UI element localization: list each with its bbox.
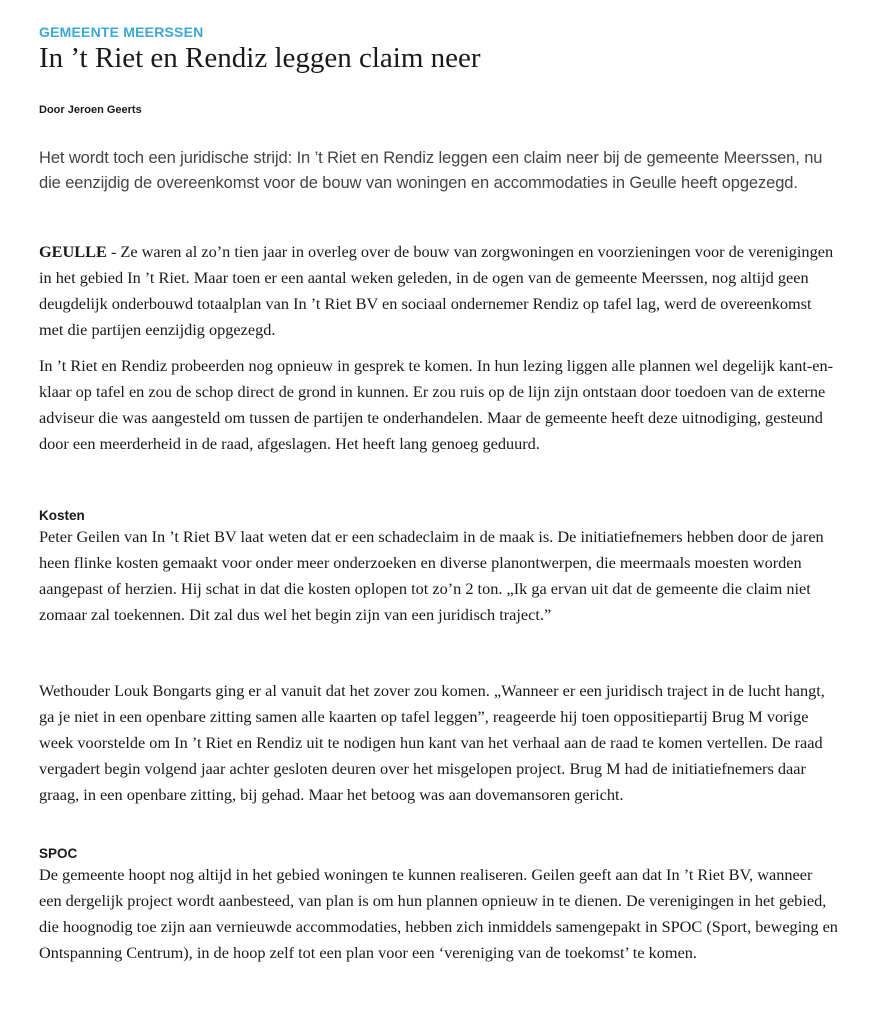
subheading-spoc: SPOC: [39, 846, 78, 861]
section-kicker: GEMEENTE MEERSSEN: [39, 24, 204, 40]
body-paragraph: [39, 239, 839, 343]
body-paragraph: Peter Geilen van In ’t Riet BV laat weten dat er een schadeclaim in de maak is. De initiatiefnemers hebben door de jaren heen flinke kosten gemaakt voor onder meer onderzoeken en diverse planontwerpen, die meermaals moesten worden aangepast of herzien. Hij schat in dat die kosten oplopen tot zo’n 2 ton. „Ik ga ervan uit dat de gemeente die claim niet zomaar zal toekennen. Dit zal dus wel het begin zijn van een juridisch traject.”: [39, 527, 824, 624]
body-paragraph: Wethouder Louk Bongarts ging er al vanuit dat het zover zou komen. „Wanneer er een juridisch traject in de lucht hangt, ga je niet in een openbare zitting samen alle kaarten op tafel leggen”, reageerde hij toen oppositiepartij Brug M vorige week voorstelde om In ’t Riet en Rendiz uit te nodigen hun kant van het verhaal aan de raad te komen vertellen. De raad vergadert begin volgend jaar achter gesloten deuren over het misgelopen project. Brug M had de initiatiefnemers daar graag, in een openbare zitting, bij gehad. Maar het betoog was aan dovemansoren gericht.: [39, 681, 825, 804]
dateline: GEULLE: [39, 242, 107, 261]
article-headline: In ’t Riet en Rendiz leggen claim neer: [39, 42, 481, 74]
body-paragraph: De gemeente hoopt nog altijd in het gebied woningen te kunnen realiseren. Geilen geeft aan dat In ’t Riet BV, wanneer een dergelijk project wordt aanbesteed, van plan is om hun plannen opnieuw in te dienen. De verenigingen in het gebied, die hoognodig toe zijn aan vernieuwde accommodaties, hebben zich inmiddels samengepakt in SPOC (Sport, beweging en Ontspanning Centrum), in de hoop zelf tot een plan voor een ‘vereniging van de toekomst’ te komen.: [39, 865, 838, 962]
byline: Door Jeroen Geerts: [39, 104, 142, 116]
paragraph-text: - Ze waren al zo’n tien jaar in overleg over de bouw van zorgwoningen en voorzieningen voor de verenigingen in het gebied In ’t Riet. Maar toen er een aantal weken geleden, in de ogen van de gemeente Meerssen, nog altijd geen deugdelijk onderbouwd totaalplan van In ’t Riet BV en sociaal ondernemer Rendiz op tafel lag, werd de overeenkomst met die partijen eenzijdig opgezegd.: [39, 242, 834, 339]
body-paragraph: In ’t Riet en Rendiz probeerden nog opnieuw in gesprek te komen. In hun lezing liggen alle plannen wel degelijk kant-en-klaar op tafel en zou de schop direct de grond in kunnen. Er zou ruis op de lijn zijn ontstaan door toedoen van de externe adviseur die was aangesteld om tussen de partijen te onderhandelen. Maar de gemeente heeft deze uitnodiging, gesteund door een meerderheid in de raad, afgeslagen. Het heeft lang genoeg geduurd.: [39, 356, 834, 453]
subheading-kosten: Kosten: [39, 508, 85, 523]
article-intro: Het wordt toch een juridische strijd: In ’t Riet en Rendiz leggen een claim neer bij de gemeente Meerssen, nu die eenzijdig de overeenkomst voor de bouw van woningen en accommodaties in Geulle heeft opgezegd.: [39, 149, 823, 192]
